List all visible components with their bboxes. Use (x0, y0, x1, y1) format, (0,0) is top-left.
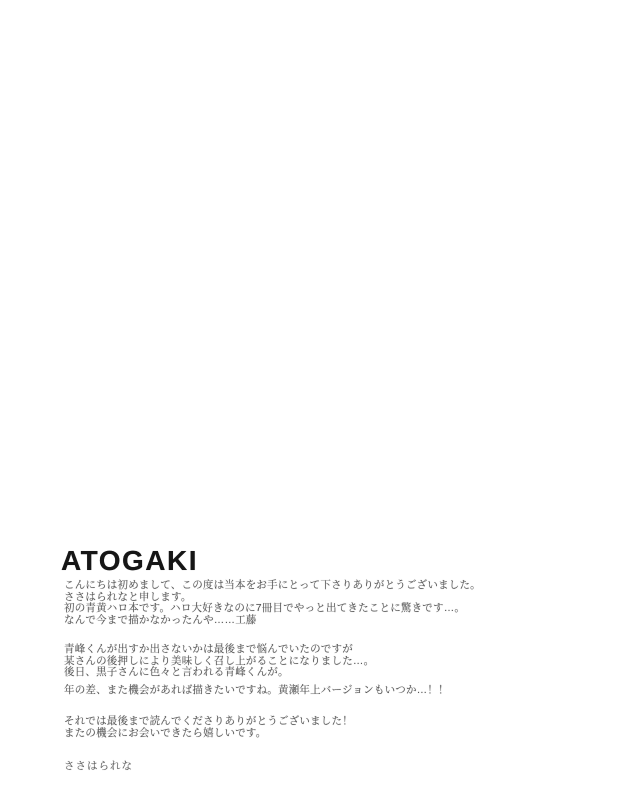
text-line: それでは最後まで読んでくださりありがとうございました！ (64, 715, 353, 727)
text-line: 青峰くんが出すか出さないかは最後まで悩んでいたのですが (64, 643, 353, 655)
text-line: またの機会にお会いできたら嬉しいです。 (64, 726, 267, 739)
text-line: 後日、黒子さんに色々と言われる青峰くんが。 (64, 666, 289, 678)
intro-paragraph (64, 580, 481, 626)
text-line: 初の青黄ハロ本です。ハロ大好きなのに7冊目でやっと出てきたことに驚きです…。 (64, 602, 466, 614)
page-title: ATOGAKI (61, 545, 199, 576)
text-line: 某さんの後押しにより美味しく召し上がることになりました…。 (64, 654, 375, 667)
text-line: こんにちは初めまして、この度は当本をお手にとって下さりありがとうございました。 (64, 579, 481, 591)
author-signature: ささはられな (64, 760, 133, 772)
wish-paragraph (64, 685, 449, 697)
text-line: なんで今まで描かなかったんや……工藤 (64, 613, 257, 626)
text-line: ささはられなと申します。 (64, 590, 192, 603)
story-paragraph (64, 644, 374, 679)
closing-paragraph (64, 716, 353, 739)
text-line: 年の差、また機会があれば描きたいですね。黄瀬年上バージョンもいつか…！！ (64, 684, 449, 696)
